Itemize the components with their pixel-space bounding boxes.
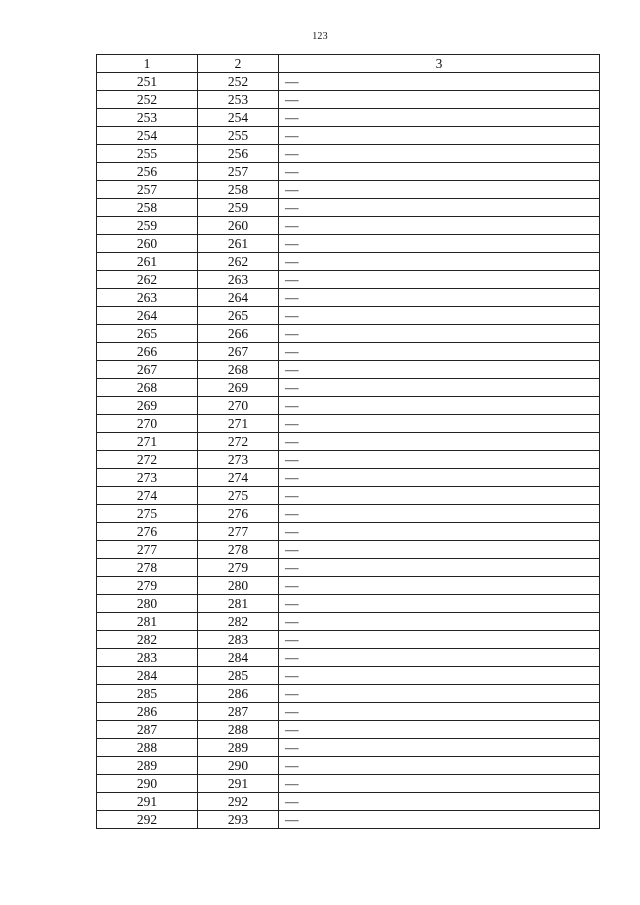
cell-col-2: 261 xyxy=(198,235,279,253)
cell-col-3: — xyxy=(279,307,600,325)
cell-col-2: 253 xyxy=(198,91,279,109)
cell-col-2: 283 xyxy=(198,631,279,649)
table-row xyxy=(97,541,600,559)
cell-col-1: 284 xyxy=(97,667,198,685)
cell-col-1: 258 xyxy=(97,199,198,217)
cell-col-3: — xyxy=(279,379,600,397)
table-row xyxy=(97,379,600,397)
table-row xyxy=(97,73,600,91)
cell-col-2: 265 xyxy=(198,307,279,325)
cell-col-2: 254 xyxy=(198,109,279,127)
cell-col-1: 288 xyxy=(97,739,198,757)
cell-col-3: — xyxy=(279,397,600,415)
cell-col-1: 285 xyxy=(97,685,198,703)
cell-col-3: — xyxy=(279,91,600,109)
table-row xyxy=(97,793,600,811)
column-header-2: 2 xyxy=(198,55,279,73)
table-row xyxy=(97,685,600,703)
table-row xyxy=(97,613,600,631)
cell-col-1: 265 xyxy=(97,325,198,343)
cell-col-3: — xyxy=(279,703,600,721)
table-row xyxy=(97,757,600,775)
cell-col-3: — xyxy=(279,523,600,541)
column-header-3: 3 xyxy=(279,55,600,73)
table-row xyxy=(97,811,600,829)
cell-col-2: 293 xyxy=(198,811,279,829)
cell-col-3: — xyxy=(279,559,600,577)
cell-col-1: 251 xyxy=(97,73,198,91)
cell-col-1: 261 xyxy=(97,253,198,271)
cell-col-3: — xyxy=(279,235,600,253)
cell-col-2: 258 xyxy=(198,181,279,199)
cell-col-1: 259 xyxy=(97,217,198,235)
cell-col-3: — xyxy=(279,361,600,379)
cell-col-1: 256 xyxy=(97,163,198,181)
cell-col-3: — xyxy=(279,811,600,829)
table-row xyxy=(97,469,600,487)
cell-col-1: 286 xyxy=(97,703,198,721)
cell-col-3: — xyxy=(279,109,600,127)
table-row xyxy=(97,721,600,739)
cell-col-2: 272 xyxy=(198,433,279,451)
cell-col-1: 262 xyxy=(97,271,198,289)
cell-col-2: 264 xyxy=(198,289,279,307)
cell-col-1: 287 xyxy=(97,721,198,739)
cell-col-2: 275 xyxy=(198,487,279,505)
table-row xyxy=(97,649,600,667)
cell-col-3: — xyxy=(279,667,600,685)
cell-col-3: — xyxy=(279,685,600,703)
cell-col-1: 291 xyxy=(97,793,198,811)
cell-col-1: 275 xyxy=(97,505,198,523)
cell-col-2: 279 xyxy=(198,559,279,577)
cell-col-2: 278 xyxy=(198,541,279,559)
table-row xyxy=(97,109,600,127)
cell-col-3: — xyxy=(279,181,600,199)
cell-col-1: 292 xyxy=(97,811,198,829)
cell-col-3: — xyxy=(279,217,600,235)
cell-col-3: — xyxy=(279,541,600,559)
table-row xyxy=(97,505,600,523)
cell-col-1: 271 xyxy=(97,433,198,451)
table-row xyxy=(97,199,600,217)
table-row xyxy=(97,451,600,469)
cell-col-2: 260 xyxy=(198,217,279,235)
cell-col-3: — xyxy=(279,325,600,343)
cell-col-1: 263 xyxy=(97,289,198,307)
cell-col-2: 257 xyxy=(198,163,279,181)
cell-col-1: 290 xyxy=(97,775,198,793)
cell-col-3: — xyxy=(279,73,600,91)
table-row xyxy=(97,145,600,163)
cell-col-1: 279 xyxy=(97,577,198,595)
cell-col-2: 288 xyxy=(198,721,279,739)
table-row xyxy=(97,235,600,253)
cell-col-1: 282 xyxy=(97,631,198,649)
cell-col-2: 276 xyxy=(198,505,279,523)
table-row xyxy=(97,415,600,433)
cell-col-1: 289 xyxy=(97,757,198,775)
cell-col-3: — xyxy=(279,595,600,613)
cell-col-3: — xyxy=(279,289,600,307)
table-row xyxy=(97,127,600,145)
table-row xyxy=(97,577,600,595)
cell-col-1: 266 xyxy=(97,343,198,361)
cell-col-1: 255 xyxy=(97,145,198,163)
cell-col-3: — xyxy=(279,577,600,595)
page-number: 123 xyxy=(312,31,328,42)
cell-col-1: 272 xyxy=(97,451,198,469)
table-row xyxy=(97,253,600,271)
table-row xyxy=(97,181,600,199)
cell-col-3: — xyxy=(279,253,600,271)
cell-col-2: 269 xyxy=(198,379,279,397)
cell-col-3: — xyxy=(279,127,600,145)
cell-col-1: 273 xyxy=(97,469,198,487)
table-row xyxy=(97,523,600,541)
cell-col-3: — xyxy=(279,415,600,433)
cell-col-2: 268 xyxy=(198,361,279,379)
cell-col-1: 253 xyxy=(97,109,198,127)
cell-col-2: 273 xyxy=(198,451,279,469)
cell-col-2: 267 xyxy=(198,343,279,361)
table-row xyxy=(97,343,600,361)
table-row xyxy=(97,775,600,793)
cell-col-2: 287 xyxy=(198,703,279,721)
cell-col-3: — xyxy=(279,451,600,469)
column-header-1: 1 xyxy=(97,55,198,73)
cell-col-2: 259 xyxy=(198,199,279,217)
table-row xyxy=(97,595,600,613)
cell-col-3: — xyxy=(279,613,600,631)
cell-col-2: 266 xyxy=(198,325,279,343)
cell-col-3: — xyxy=(279,793,600,811)
cell-col-3: — xyxy=(279,433,600,451)
cell-col-2: 277 xyxy=(198,523,279,541)
cell-col-2: 252 xyxy=(198,73,279,91)
cell-col-2: 290 xyxy=(198,757,279,775)
cell-col-3: — xyxy=(279,271,600,289)
cell-col-2: 286 xyxy=(198,685,279,703)
cell-col-2: 274 xyxy=(198,469,279,487)
cell-col-2: 281 xyxy=(198,595,279,613)
table-row xyxy=(97,487,600,505)
data-table xyxy=(96,54,600,829)
cell-col-2: 262 xyxy=(198,253,279,271)
cell-col-1: 270 xyxy=(97,415,198,433)
cell-col-1: 278 xyxy=(97,559,198,577)
table-header-row xyxy=(97,55,600,73)
cell-col-1: 280 xyxy=(97,595,198,613)
cell-col-2: 270 xyxy=(198,397,279,415)
cell-col-1: 257 xyxy=(97,181,198,199)
table-row xyxy=(97,325,600,343)
cell-col-1: 252 xyxy=(97,91,198,109)
table-row xyxy=(97,307,600,325)
cell-col-1: 277 xyxy=(97,541,198,559)
cell-col-3: — xyxy=(279,469,600,487)
cell-col-1: 269 xyxy=(97,397,198,415)
cell-col-1: 283 xyxy=(97,649,198,667)
cell-col-1: 267 xyxy=(97,361,198,379)
table-row xyxy=(97,217,600,235)
table-row xyxy=(97,163,600,181)
cell-col-3: — xyxy=(279,163,600,181)
cell-col-1: 264 xyxy=(97,307,198,325)
table-row xyxy=(97,739,600,757)
cell-col-1: 281 xyxy=(97,613,198,631)
cell-col-2: 271 xyxy=(198,415,279,433)
cell-col-2: 256 xyxy=(198,145,279,163)
cell-col-2: 255 xyxy=(198,127,279,145)
table-row xyxy=(97,559,600,577)
cell-col-2: 291 xyxy=(198,775,279,793)
cell-col-2: 284 xyxy=(198,649,279,667)
cell-col-3: — xyxy=(279,721,600,739)
table-row xyxy=(97,433,600,451)
cell-col-2: 263 xyxy=(198,271,279,289)
cell-col-3: — xyxy=(279,199,600,217)
cell-col-3: — xyxy=(279,757,600,775)
cell-col-1: 268 xyxy=(97,379,198,397)
table-row xyxy=(97,289,600,307)
cell-col-3: — xyxy=(279,343,600,361)
table-row xyxy=(97,91,600,109)
table-row xyxy=(97,397,600,415)
cell-col-3: — xyxy=(279,649,600,667)
cell-col-1: 274 xyxy=(97,487,198,505)
table-row xyxy=(97,703,600,721)
cell-col-2: 280 xyxy=(198,577,279,595)
cell-col-3: — xyxy=(279,775,600,793)
cell-col-3: — xyxy=(279,505,600,523)
cell-col-2: 289 xyxy=(198,739,279,757)
cell-col-1: 260 xyxy=(97,235,198,253)
table-row xyxy=(97,667,600,685)
cell-col-3: — xyxy=(279,631,600,649)
cell-col-3: — xyxy=(279,487,600,505)
cell-col-1: 254 xyxy=(97,127,198,145)
cell-col-3: — xyxy=(279,739,600,757)
cell-col-2: 292 xyxy=(198,793,279,811)
table-body xyxy=(97,73,600,829)
cell-col-2: 282 xyxy=(198,613,279,631)
table-row xyxy=(97,631,600,649)
cell-col-1: 276 xyxy=(97,523,198,541)
cell-col-3: — xyxy=(279,145,600,163)
table-row xyxy=(97,361,600,379)
cell-col-2: 285 xyxy=(198,667,279,685)
table-row xyxy=(97,271,600,289)
